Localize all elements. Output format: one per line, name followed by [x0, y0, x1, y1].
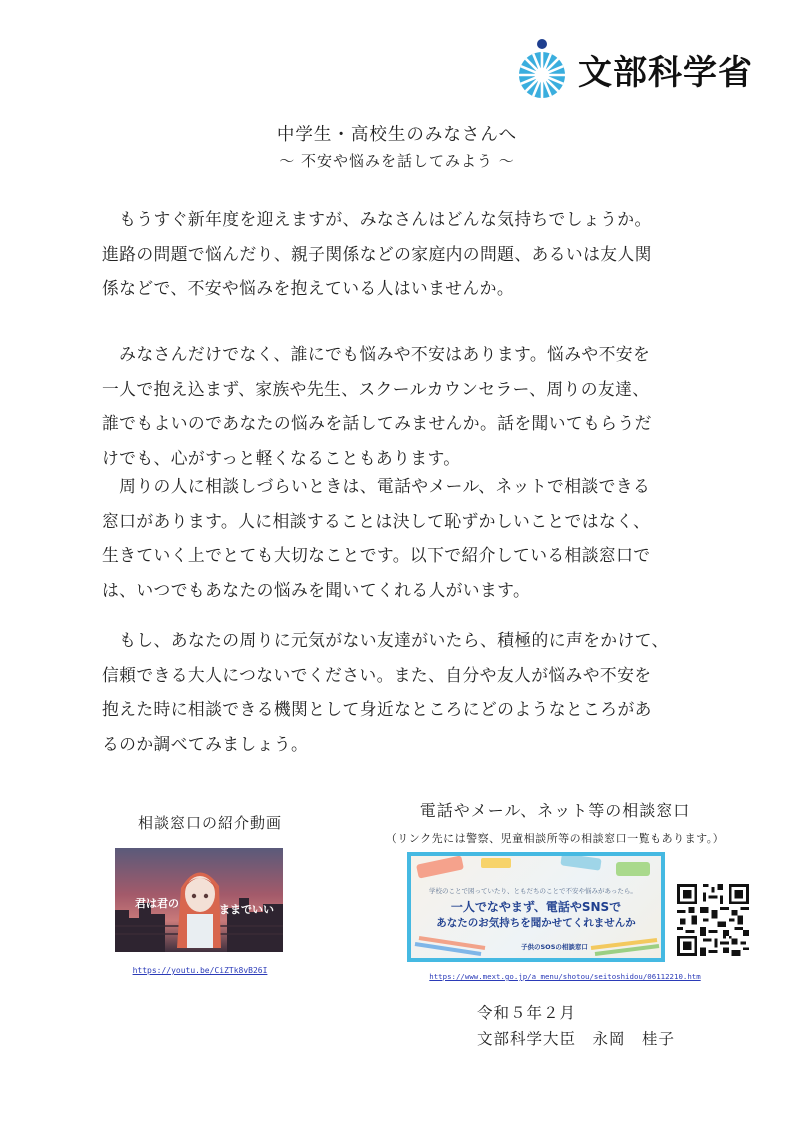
- paragraph-1: [102, 202, 706, 306]
- video-heading: 相談窓口の紹介動画: [137, 814, 282, 832]
- paragraph-4: [102, 623, 706, 761]
- banner-headline: 一人でなやまず、電話やSNSで: [450, 900, 622, 914]
- video-caption-right: ままでいい: [219, 903, 274, 916]
- paragraph-line: 誰でもよいのであなたの悩みを話してみませんか。話を聞いてもらうだ: [102, 413, 652, 433]
- signature: 文部科学大臣 永岡 桂子: [477, 1030, 676, 1048]
- video-link[interactable]: https://youtu.be/CiZTk8vB26I: [132, 966, 268, 975]
- paragraph-line: みなさんだけでなく、誰にでも悩みや不安はあります。悩みや不安を: [102, 344, 651, 364]
- qr-code-icon[interactable]: [677, 884, 749, 956]
- page-title: 中学生・高校生のみなさんへ: [276, 125, 518, 145]
- paragraph-line: 窓口があります。人に相談することは決して恥ずかしいことではなく、: [102, 510, 651, 531]
- paragraph-line: 信頼できる大人につないでください。また、自分や友人が悩みや不安を: [102, 664, 652, 685]
- paragraph-line: は、いつでもあなたの悩みを聞いてくれる人がいます。: [102, 579, 531, 600]
- page-subtitle: ～ 不安や悩みを話してみよう ～: [279, 152, 515, 170]
- paragraph-3: [102, 469, 706, 607]
- issue-date: 令和５年２月: [477, 1004, 577, 1022]
- consult-note: （リンク先には警察、児童相談所等の相談窓口一覧もあります。）: [385, 832, 725, 845]
- paragraph-line: もし、あなたの周りに元気がない友達がいたら、積極的に声をかけて、: [102, 630, 669, 650]
- consult-link[interactable]: https://www.mext.go.jp/a_menu/shotou/seitoshidou/06112210.htm: [429, 972, 701, 981]
- mext-emblem-icon: [518, 38, 570, 100]
- consult-heading: 電話やメール、ネット等の相談窓口: [419, 801, 691, 820]
- consult-banner[interactable]: [407, 852, 665, 962]
- paragraph-line: 一人で抱え込まず、家族や先生、スクールカウンセラー、周りの友達、: [102, 378, 650, 399]
- video-thumbnail[interactable]: [115, 848, 283, 952]
- banner-footer-text: 子供のSOSの相談窓口: [521, 943, 588, 951]
- paragraph-line: 周りの人に相談しづらいときは、電話やメール、ネットで相談できる: [102, 476, 651, 496]
- paragraph-line: 抱えた時に相談できる機関として身近なところにどのようなところがあ: [102, 699, 652, 719]
- paragraph-line: けでも、心がすっと軽くなることもあります。: [102, 447, 461, 468]
- paragraph-line: るのか調べてみましょう。: [102, 733, 309, 754]
- paragraph-line: 進路の問題で悩んだり、親子関係などの家庭内の問題、あるいは友人関: [102, 243, 652, 264]
- mext-logo: [518, 38, 753, 100]
- paragraph-line: 生きていく上でとても大切なことです。以下で紹介している相談窓口で: [102, 545, 651, 565]
- banner-top-text: 学校のことで困っていたり、ともだちのことで不安や悩みがあったら。: [429, 887, 637, 895]
- paragraph-line: もうすぐ新年度を迎えますが、みなさんはどんな気持ちでしょうか。: [102, 209, 652, 229]
- banner-subheadline: あなたのお気持ちを聞かせてくれませんか: [436, 917, 636, 929]
- paragraph-2: [102, 337, 706, 475]
- video-caption-left: 君は君の: [135, 897, 179, 910]
- logo-text: 文部科学省: [578, 52, 753, 93]
- paragraph-line: 係などで、不安や悩みを抱えている人はいませんか。: [102, 278, 515, 298]
